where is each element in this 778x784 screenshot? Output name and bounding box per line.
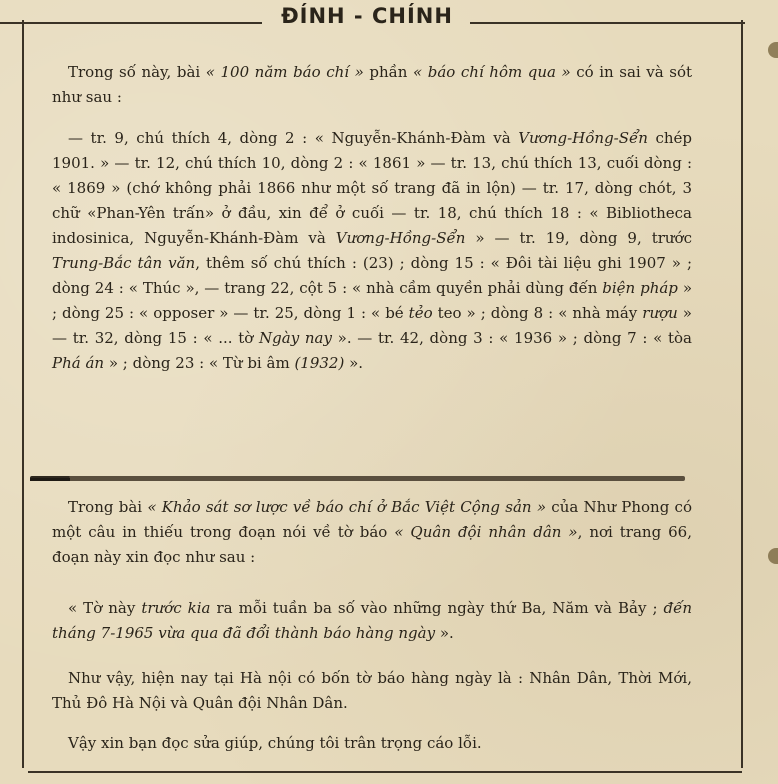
- errata-phrase-5: Phá án: [52, 354, 105, 372]
- errata-phrase-4: Ngày nay: [259, 329, 332, 347]
- errata-paragraph: [52, 126, 692, 376]
- intro-text-1: Trong số này, bài: [68, 63, 206, 81]
- paper-edge-mark: [768, 548, 778, 564]
- intro-text-3: có in sai và sót như sau :: [52, 63, 692, 106]
- closing-paragraph: [52, 731, 692, 756]
- quote-text-1: « Tờ này: [68, 599, 142, 617]
- errata-text-10: ».: [344, 354, 364, 372]
- errata-newspaper: Trung-Bắc tân văn: [52, 254, 196, 272]
- paper-edge-mark: [768, 42, 778, 58]
- quote-text-2: ra mỗi tuần ba số vào những ngày thứ Ba, Năm và Bảy ;: [210, 599, 664, 617]
- second-text-1: Trong bài: [68, 498, 148, 516]
- page-title: ĐÍNH - CHÍNH: [281, 4, 453, 28]
- errata-text-6: teo » ; dòng 8 : « nhà máy: [432, 304, 643, 322]
- intro-article-title: « 100 năm báo chí »: [205, 63, 364, 81]
- quote-text-3: ».: [435, 624, 454, 642]
- errata-phrase-3: rượu: [642, 304, 678, 322]
- errata-text-8: ». — tr. 42, dòng 3 : « 1936 » ; dòng 7 : « tòa: [331, 329, 692, 347]
- errata-phrase-2: tẻo: [408, 304, 433, 322]
- errata-text-1: — tr. 9, chú thích 4, dòng 2 : « Nguyễn-Khánh-Đàm và: [68, 129, 519, 147]
- daily-text: Như vậy, hiện nay tại Hà nội có bốn tờ báo hàng ngày là : Nhân Dân, Thời Mới, Thủ Đô Hà Nội và Quân đội Nhân Dân.: [52, 669, 692, 712]
- errata-text-2: chép 1901. » — tr. 12, chú thích 10, dòng 2 : « 1861 » — tr. 13, chú thích 13, cuối dòng : « 1869 » (chớ không phải 1866 như một số trang đã in lộn) — tr. 17, dòng chót, 3 chữ «Phan-Yên trấn» ở đầu, xin để ở cuối — tr. 18, chú thích 18 : « Bibliotheca indosinica, Nguyễn-Khánh-Đàm và: [52, 129, 693, 247]
- errata-name-2: Vương-Hồng-Sển: [335, 229, 466, 247]
- section-divider: [30, 476, 685, 481]
- closing-text: Vậy xin bạn đọc sửa giúp, chúng tôi trân trọng cáo lỗi.: [68, 734, 482, 752]
- second-article-title: « Khảo sát sơ lược về báo chí ở Bắc Việt Cộng sản »: [147, 498, 547, 516]
- second-newspaper: « Quân đội nhân dân »: [394, 523, 578, 541]
- intro-section-title: « báo chí hôm qua »: [413, 63, 571, 81]
- quote-phrase-1: trước kia: [141, 599, 211, 617]
- second-text-3: , nơi trang 66, đoạn này xin đọc như sau :: [52, 523, 692, 566]
- errata-phrase-1: biện pháp: [602, 279, 678, 297]
- quote-phrase-2: đến tháng 7-1965 vừa qua đã đổi thành báo hàng ngày: [52, 599, 693, 642]
- errata-name-1: Vương-Hồng-Sển: [518, 129, 648, 147]
- errata-phrase-6: (1932): [294, 354, 345, 372]
- bottom-rule: [28, 771, 742, 773]
- quote-paragraph: [52, 596, 692, 646]
- errata-text-5: » ; dòng 25 : « opposer » — tr. 25, dòng 1 : « bé: [52, 279, 693, 322]
- intro-paragraph: [52, 60, 692, 110]
- daily-paragraph: [52, 666, 692, 716]
- intro-text-2: phần: [363, 63, 414, 81]
- second-paragraph: [52, 495, 692, 570]
- errata-text-3: » — tr. 19, dòng 9, trước: [465, 229, 692, 247]
- errata-text-9: » ; dòng 23 : « Từ bi âm: [104, 354, 295, 372]
- errata-text-4: , thêm số chú thích : (23) ; dòng 15 : « Đôi tài liệu ghi 1907 » ; dòng 24 : « Thúc », — trang 22, cột 5 : « nhà cầm quyền phải dùng đến: [52, 254, 692, 297]
- errata-text-7: » — tr. 32, dòng 15 : « ... tờ: [52, 304, 692, 347]
- second-text-2: của Như Phong có một câu in thiếu trong đoạn nói về tờ báo: [52, 498, 692, 541]
